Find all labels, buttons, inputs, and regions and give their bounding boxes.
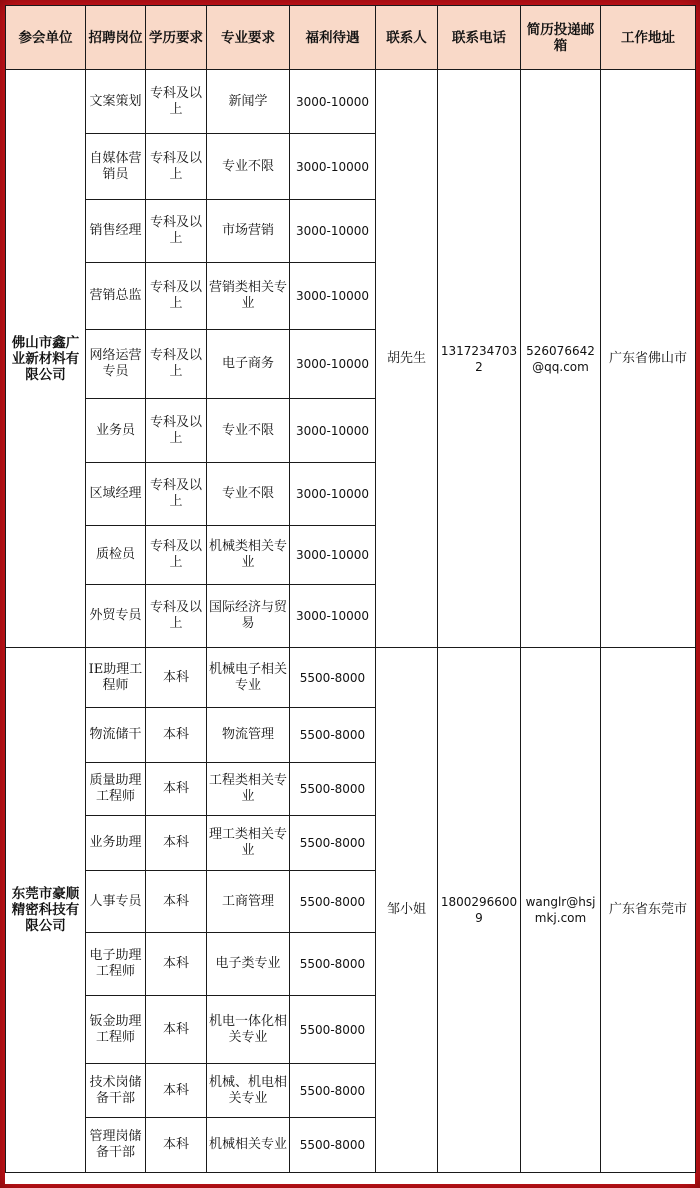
header-education: 学历要求: [146, 6, 207, 70]
salary-cell: 3000-10000: [290, 330, 376, 399]
position-cell: 质检员: [86, 526, 146, 585]
recruitment-sheet: [5, 5, 695, 1184]
position-cell: 电子助理工程师: [86, 933, 146, 996]
salary-cell: 3000-10000: [290, 134, 376, 200]
table-row: [6, 648, 696, 708]
position-cell: 质量助理工程师: [86, 763, 146, 816]
salary-cell: 3000-10000: [290, 263, 376, 330]
education-cell: 专科及以上: [146, 463, 207, 526]
position-cell: 业务员: [86, 399, 146, 463]
phone-cell: 13172347032: [438, 70, 521, 648]
major-cell: 工程类相关专业: [207, 763, 290, 816]
salary-cell: 5500-8000: [290, 1064, 376, 1118]
salary-cell: 5500-8000: [290, 648, 376, 708]
table-row: [6, 70, 696, 134]
major-cell: 电子商务: [207, 330, 290, 399]
position-cell: 物流储干: [86, 708, 146, 763]
major-cell: 物流管理: [207, 708, 290, 763]
position-cell: 人事专员: [86, 871, 146, 933]
major-cell: 工商管理: [207, 871, 290, 933]
salary-cell: 5500-8000: [290, 996, 376, 1064]
position-cell: 钣金助理工程师: [86, 996, 146, 1064]
major-cell: 市场营销: [207, 200, 290, 263]
position-cell: 文案策划: [86, 70, 146, 134]
salary-cell: 5500-8000: [290, 708, 376, 763]
position-cell: 网络运营专员: [86, 330, 146, 399]
major-cell: 电子类专业: [207, 933, 290, 996]
position-cell: 业务助理: [86, 816, 146, 871]
education-cell: 专科及以上: [146, 70, 207, 134]
salary-cell: 5500-8000: [290, 816, 376, 871]
header-email: 简历投递邮箱: [521, 6, 601, 70]
email-cell: 526076642@qq.com: [521, 70, 601, 648]
education-cell: 本科: [146, 996, 207, 1064]
header-contact: 联系人: [376, 6, 438, 70]
header-phone: 联系电话: [438, 6, 521, 70]
position-cell: 管理岗储备干部: [86, 1118, 146, 1173]
education-cell: 本科: [146, 648, 207, 708]
major-cell: 专业不限: [207, 399, 290, 463]
salary-cell: 5500-8000: [290, 763, 376, 816]
education-cell: 专科及以上: [146, 585, 207, 648]
education-cell: 本科: [146, 763, 207, 816]
salary-cell: 3000-10000: [290, 585, 376, 648]
header-position: 招聘岗位: [86, 6, 146, 70]
salary-cell: 3000-10000: [290, 463, 376, 526]
education-cell: 本科: [146, 1064, 207, 1118]
education-cell: 本科: [146, 1118, 207, 1173]
education-cell: 专科及以上: [146, 134, 207, 200]
contact-cell: 邹小姐: [376, 648, 438, 1173]
major-cell: 专业不限: [207, 463, 290, 526]
salary-cell: 3000-10000: [290, 399, 376, 463]
major-cell: 营销类相关专业: [207, 263, 290, 330]
salary-cell: 3000-10000: [290, 526, 376, 585]
major-cell: 理工类相关专业: [207, 816, 290, 871]
company-name-cell: 佛山市鑫广业新材料有限公司: [6, 70, 86, 648]
major-cell: 机电一体化相关专业: [207, 996, 290, 1064]
email-cell: wanglr@hsjmkj.com: [521, 648, 601, 1173]
salary-cell: 3000-10000: [290, 200, 376, 263]
salary-cell: 3000-10000: [290, 70, 376, 134]
header-salary: 福利待遇: [290, 6, 376, 70]
address-cell: 广东省东莞市: [601, 648, 696, 1173]
position-cell: 销售经理: [86, 200, 146, 263]
salary-cell: 5500-8000: [290, 1118, 376, 1173]
position-cell: IE助理工程师: [86, 648, 146, 708]
company-name-cell: 东莞市豪顺精密科技有限公司: [6, 648, 86, 1173]
education-cell: 专科及以上: [146, 200, 207, 263]
position-cell: 技术岗储备干部: [86, 1064, 146, 1118]
education-cell: 专科及以上: [146, 399, 207, 463]
education-cell: 专科及以上: [146, 330, 207, 399]
position-cell: 外贸专员: [86, 585, 146, 648]
education-cell: 本科: [146, 708, 207, 763]
education-cell: 本科: [146, 816, 207, 871]
header-company: 参会单位: [6, 6, 86, 70]
major-cell: 专业不限: [207, 134, 290, 200]
salary-cell: 5500-8000: [290, 933, 376, 996]
position-cell: 自媒体营销员: [86, 134, 146, 200]
header-row: [6, 6, 696, 70]
position-cell: 区域经理: [86, 463, 146, 526]
major-cell: 机械、机电相关专业: [207, 1064, 290, 1118]
major-cell: 国际经济与贸易: [207, 585, 290, 648]
major-cell: 机械电子相关专业: [207, 648, 290, 708]
contact-cell: 胡先生: [376, 70, 438, 648]
salary-cell: 5500-8000: [290, 871, 376, 933]
header-address: 工作地址: [601, 6, 696, 70]
education-cell: 本科: [146, 871, 207, 933]
education-cell: 专科及以上: [146, 526, 207, 585]
table-body: [6, 70, 696, 1173]
education-cell: 专科及以上: [146, 263, 207, 330]
address-cell: 广东省佛山市: [601, 70, 696, 648]
recruitment-table: [5, 5, 696, 1173]
education-cell: 本科: [146, 933, 207, 996]
phone-cell: 18002966009: [438, 648, 521, 1173]
header-major: 专业要求: [207, 6, 290, 70]
position-cell: 营销总监: [86, 263, 146, 330]
major-cell: 新闻学: [207, 70, 290, 134]
major-cell: 机械相关专业: [207, 1118, 290, 1173]
major-cell: 机械类相关专业: [207, 526, 290, 585]
